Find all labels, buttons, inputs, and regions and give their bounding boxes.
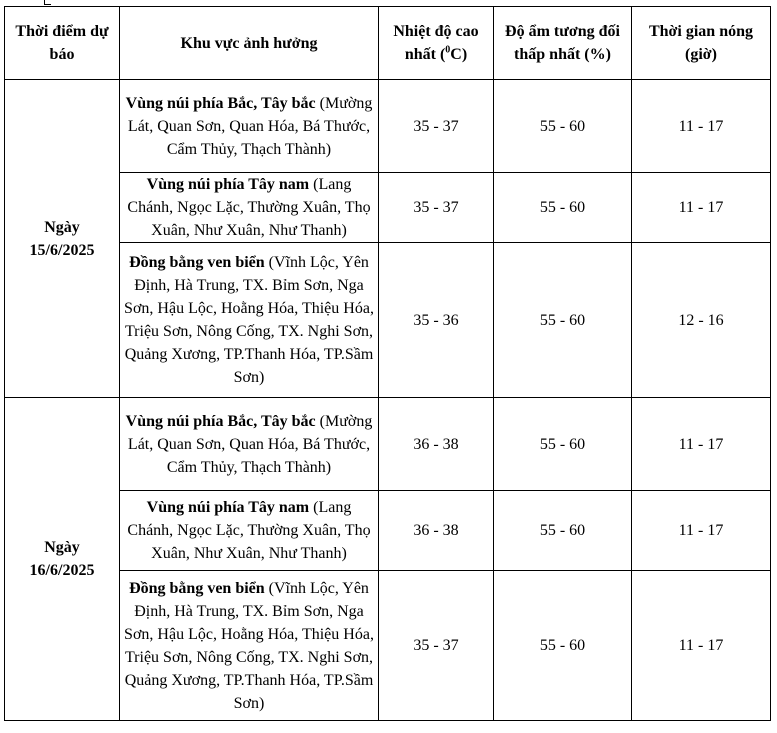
humidity-cell: 55 - 60 (494, 173, 632, 243)
humidity-cell: 55 - 60 (494, 243, 632, 398)
table-row (5, 243, 771, 398)
top-border-fragment (44, 0, 51, 5)
humidity-cell: 55 - 60 (494, 398, 632, 491)
forecast-date-cell: Ngày 16/6/2025 (5, 398, 120, 721)
humidity-cell: 55 - 60 (494, 491, 632, 571)
header-forecast-time: Thời điểm dự báo (5, 7, 120, 80)
area-cell: Vùng núi phía Bắc, Tây bắc (Mường Lát, Quan Sơn, Quan Hóa, Bá Thước, Cẩm Thủy, Thạch Thành) (120, 80, 379, 173)
hours-cell: 12 - 16 (632, 243, 771, 398)
temperature-cell: 35 - 37 (379, 571, 494, 721)
temperature-cell: 35 - 36 (379, 243, 494, 398)
area-cell: Đồng bằng ven biển (Vĩnh Lộc, Yên Định, Hà Trung, TX. Bỉm Sơn, Nga Sơn, Hậu Lộc, Hoằng Hóa, Thiệu Hóa, Triệu Sơn, Nông Cống, TX. Nghi Sơn, Quảng Xương, TP.Thanh Hóa, TP.Sầm Sơn) (120, 571, 379, 721)
hours-cell: 11 - 17 (632, 80, 771, 173)
header-affected-area: Khu vực ảnh hưởng (120, 7, 379, 80)
area-cell: Vùng núi phía Tây nam (Lang Chánh, Ngọc Lặc, Thường Xuân, Thọ Xuân, Như Xuân, Như Thanh) (120, 491, 379, 571)
temperature-cell: 36 - 38 (379, 491, 494, 571)
area-cell: Đồng bằng ven biển (Vĩnh Lộc, Yên Định, Hà Trung, TX. Bỉm Sơn, Nga Sơn, Hậu Lộc, Hoằng Hóa, Thiệu Hóa, Triệu Sơn, Nông Cống, TX. Nghi Sơn, Quảng Xương, TP.Thanh Hóa, TP.Sầm Sơn) (120, 243, 379, 398)
header-min-humidity: Độ ẩm tương đối thấp nhất (%) (494, 7, 632, 80)
humidity-cell: 55 - 60 (494, 80, 632, 173)
temperature-cell: 36 - 38 (379, 398, 494, 491)
table-row (5, 491, 771, 571)
temperature-cell: 35 - 37 (379, 80, 494, 173)
area-cell: Vùng núi phía Bắc, Tây bắc (Mường Lát, Quan Sơn, Quan Hóa, Bá Thước, Cẩm Thủy, Thạch Thành) (120, 398, 379, 491)
table-row (5, 398, 771, 491)
hours-cell: 11 - 17 (632, 398, 771, 491)
hours-cell: 11 - 17 (632, 571, 771, 721)
hours-cell: 11 - 17 (632, 173, 771, 243)
humidity-cell: 55 - 60 (494, 571, 632, 721)
area-cell: Vùng núi phía Tây nam (Lang Chánh, Ngọc Lặc, Thường Xuân, Thọ Xuân, Như Xuân, Như Thanh) (120, 173, 379, 243)
heat-forecast-table (4, 6, 771, 721)
table-row (5, 173, 771, 243)
hours-cell: 11 - 17 (632, 491, 771, 571)
temperature-cell: 35 - 37 (379, 173, 494, 243)
forecast-date-cell: Ngày 15/6/2025 (5, 80, 120, 398)
header-max-temperature: Nhiệt độ cao nhất ($^0$C) (379, 7, 494, 80)
table-row (5, 80, 771, 173)
header-hot-hours: Thời gian nóng (giờ) (632, 7, 771, 80)
table-header-row (5, 7, 771, 80)
table-row (5, 571, 771, 721)
